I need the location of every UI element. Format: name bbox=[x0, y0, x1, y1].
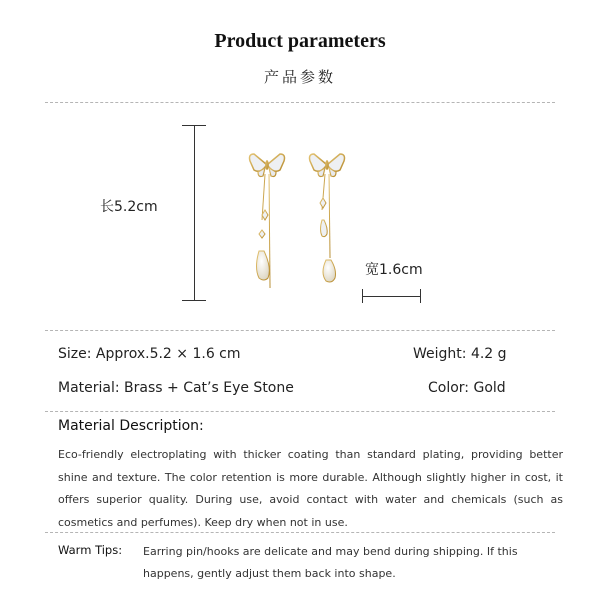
spec-material: Material: Brass + Cat’s Eye Stone bbox=[58, 380, 294, 396]
width-tick-right bbox=[420, 289, 421, 303]
warm-tips-body: Earring pin/hooks are delicate and may bend during shipping. If this happens, gently adjust them back into shape. bbox=[143, 545, 518, 580]
width-line bbox=[362, 296, 420, 297]
spec-color: Color: Gold bbox=[428, 380, 506, 396]
warm-tips-label: Warm Tips: bbox=[58, 543, 123, 557]
divider-lower bbox=[45, 411, 555, 412]
spec-size: Size: Approx.5.2 × 1.6 cm bbox=[58, 346, 241, 362]
page-subtitle: 产品参数 bbox=[263, 68, 336, 86]
width-label: 宽1.6cm bbox=[365, 262, 423, 278]
length-tick-bottom bbox=[182, 300, 206, 301]
right-earring bbox=[310, 154, 345, 282]
page-title: Product parameters bbox=[214, 30, 386, 52]
divider-bottom bbox=[45, 532, 555, 533]
description-title: Material Description: bbox=[58, 418, 204, 434]
earrings-image bbox=[240, 148, 370, 288]
left-earring bbox=[250, 154, 285, 288]
divider-middle bbox=[45, 330, 555, 331]
length-label: 长5.2cm bbox=[100, 199, 158, 215]
description-body: Eco-friendly electroplating with thicker coating than standard plating, providing better shine and texture. The color retention is more durable. Although slightly higher in cost, it offers superior quality. During use, avoid contact with water and chemicals (such as cosmetics and perfumes). Keep dry when not in use. bbox=[58, 448, 563, 529]
spec-weight: Weight: 4.2 g bbox=[413, 346, 507, 362]
divider-top bbox=[45, 102, 555, 103]
length-line bbox=[194, 125, 195, 300]
